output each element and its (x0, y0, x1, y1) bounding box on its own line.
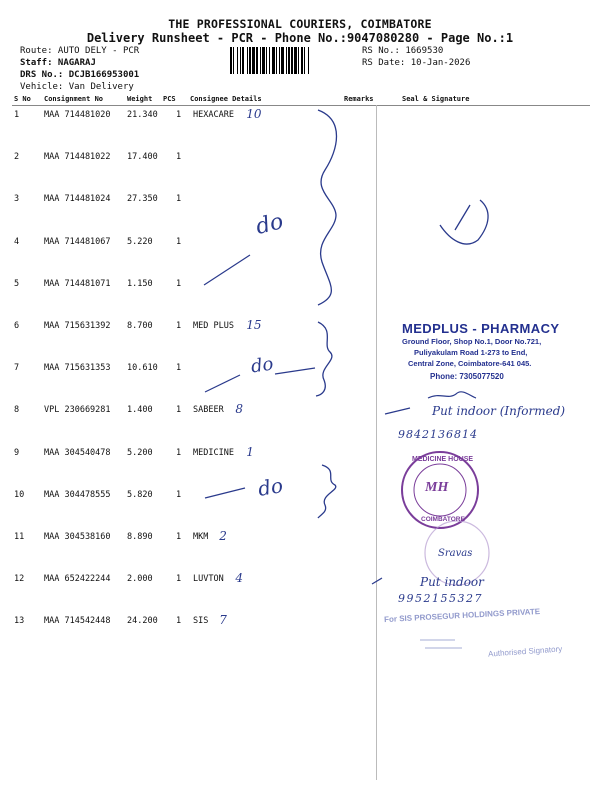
phone-note-1: 9842136814 (398, 428, 478, 441)
row-pcs: 1 (176, 405, 182, 416)
row-consignee: SIS (193, 616, 209, 627)
row-pcs: 1 (176, 321, 182, 331)
row-sno: 3 (14, 194, 20, 205)
row-consignment-no: MAA 304540478 (44, 447, 111, 458)
put-indoor-note-2: Put indoor (420, 575, 484, 589)
col-seal-signature: Seal & Signature (402, 95, 470, 103)
row-weight: 17.400 (127, 152, 158, 163)
row-pcs: 1 (176, 363, 182, 374)
staff-label: Staff: NAGARAJ (20, 58, 96, 68)
sis-authorised-signatory: Authorised Signatory (487, 644, 563, 659)
row-pcs: 1 (176, 152, 182, 163)
row-sno: 10 (14, 489, 25, 500)
row-sno: 2 (14, 152, 20, 163)
row-consignment-no: MAA 715631392 (44, 321, 111, 331)
row-pcs: 1 (176, 278, 182, 289)
row-pcs: 1 (176, 489, 182, 500)
row-consignment-no: MAA 304478555 (44, 489, 111, 500)
handwritten-count: 15 (246, 318, 262, 332)
row-consignment-no: VPL 230669281 (44, 405, 111, 416)
row-consignee: HEXACARE (193, 110, 234, 120)
row-weight: 5.220 (127, 236, 153, 247)
medplus-stamp-title: MEDPLUS - PHARMACY (402, 321, 560, 336)
medplus-stamp-line3: Central Zone, Coimbatore-641 045. (408, 359, 532, 368)
row-sno: 12 (14, 574, 25, 585)
medplus-stamp-phone: Phone: 7305077520 (430, 372, 504, 381)
row-weight: 24.200 (127, 616, 158, 627)
row-pcs: 1 (176, 110, 182, 120)
row-consignee: LUVTON (193, 574, 224, 585)
medicine-house-stamp-bottom: COIMBATORE (421, 516, 465, 523)
row-sno: 8 (14, 405, 20, 416)
row-weight: 1.400 (127, 405, 153, 416)
handwritten-count: 8 (235, 402, 244, 417)
row-consignment-no: MAA 714481067 (44, 236, 111, 247)
row-sno: 5 (14, 278, 20, 289)
row-sno: 7 (14, 363, 20, 374)
signature-scribble-2 (428, 392, 476, 398)
rs-date: RS Date: 10-Jan-2026 (362, 58, 471, 68)
ditto-brace-2 (316, 322, 332, 396)
row-consignee: SABEER (193, 405, 224, 416)
row-pcs: 1 (176, 574, 182, 585)
row-pcs: 1 (176, 194, 182, 205)
row-weight: 5.200 (127, 447, 153, 458)
row-weight: 2.000 (127, 574, 153, 585)
row-consignee: MED PLUS (193, 321, 234, 331)
medplus-stamp-line2: Puliyakulam Road 1-273 to End, (414, 348, 528, 357)
row-consignee: MEDICINE (193, 447, 234, 458)
row-pcs: 1 (176, 236, 182, 247)
row-sno: 1 (14, 110, 20, 120)
medicine-house-stamp-top: MEDICINE HOUSE (412, 456, 474, 463)
receiver-signature-name: Sravas (438, 548, 473, 559)
sis-stamp-text: For SIS PROSEGUR HOLDINGS PRIVATE (383, 606, 541, 625)
col-consignee: Consignee Details (190, 95, 262, 103)
handwritten-count: 1 (246, 444, 254, 459)
row-sno: 6 (14, 321, 20, 331)
col-pcs: PCS (163, 95, 176, 103)
medicine-house-logo: MH (425, 480, 449, 495)
drs-label: DRS No.: DCJB166953001 (20, 70, 140, 80)
row-sno: 9 (14, 447, 20, 458)
vehicle-label: Vehicle: Van Delivery (20, 82, 134, 92)
row-consignee: MKM (193, 532, 209, 542)
ditto-brace-3 (318, 465, 336, 518)
row-sno: 4 (14, 236, 20, 247)
row-consignment-no: MAA 714481022 (44, 152, 111, 163)
row-weight: 5.820 (127, 489, 153, 500)
row-weight: 10.610 (127, 363, 158, 374)
col-sno: S No (14, 95, 31, 103)
col-remarks: Remarks (344, 95, 374, 103)
ditto-tick-1 (204, 255, 250, 285)
row-weight: 21.340 (127, 110, 158, 120)
rs-number: RS No.: 1669530 (362, 46, 444, 56)
row-pcs: 1 (176, 532, 182, 542)
company-title: THE PROFESSIONAL COURIERS, COIMBATORE (168, 17, 432, 31)
row-weight: 27.350 (127, 194, 158, 205)
handwritten-count: 4 (235, 571, 244, 586)
row-weight: 8.890 (127, 532, 153, 542)
ditto-tick-3 (205, 488, 245, 498)
putindoor-arrow (372, 578, 382, 584)
row-pcs: 1 (176, 616, 182, 627)
medplus-stamp-line1: Ground Floor, Shop No.1, Door No.721, (402, 337, 542, 346)
col-weight: Weight (127, 95, 153, 103)
put-indoor-note-1: Put indoor (Informed) (432, 404, 566, 418)
ditto-brace-1 (318, 110, 337, 305)
route-label: Route: AUTO DELY - PCR (20, 46, 140, 56)
signature-scribble-3 (385, 408, 410, 414)
row-consignment-no: MAA 714481024 (44, 194, 111, 205)
col-consignment: Consignment No (44, 95, 104, 103)
ditto-mark-2: do (249, 353, 275, 378)
handwritten-count: 2 (219, 529, 227, 543)
row-weight: 8.700 (127, 321, 153, 331)
row-consignment-no: MAA 714481020 (44, 110, 111, 120)
row-consignment-no: MAA 714542448 (44, 616, 111, 627)
handwritten-count: 7 (219, 613, 227, 628)
row-consignment-no: MAA 715631353 (44, 363, 111, 374)
ditto-mark-3: do (256, 473, 285, 501)
ditto-mark-1: do (253, 209, 286, 240)
ditto-tick-2 (205, 375, 240, 392)
row-sno: 13 (14, 616, 25, 627)
handwritten-count: 10 (246, 107, 262, 121)
row-sno: 11 (14, 532, 25, 542)
sis-stamp-mark (420, 640, 462, 648)
runsheet-title: Delivery Runsheet - PCR - Phone No.:9047080280 - Page No.:1 (86, 31, 514, 45)
row-consignment-no: MAA 652422244 (44, 574, 111, 585)
row-pcs: 1 (176, 447, 182, 458)
signature-scribble-1 (440, 200, 488, 244)
row-weight: 1.150 (127, 278, 153, 289)
ditto-dash-2 (275, 368, 315, 374)
phone-note-2: 9952155327 (398, 592, 483, 605)
row-consignment-no: MAA 714481071 (44, 278, 111, 289)
row-consignment-no: MAA 304538160 (44, 532, 111, 542)
